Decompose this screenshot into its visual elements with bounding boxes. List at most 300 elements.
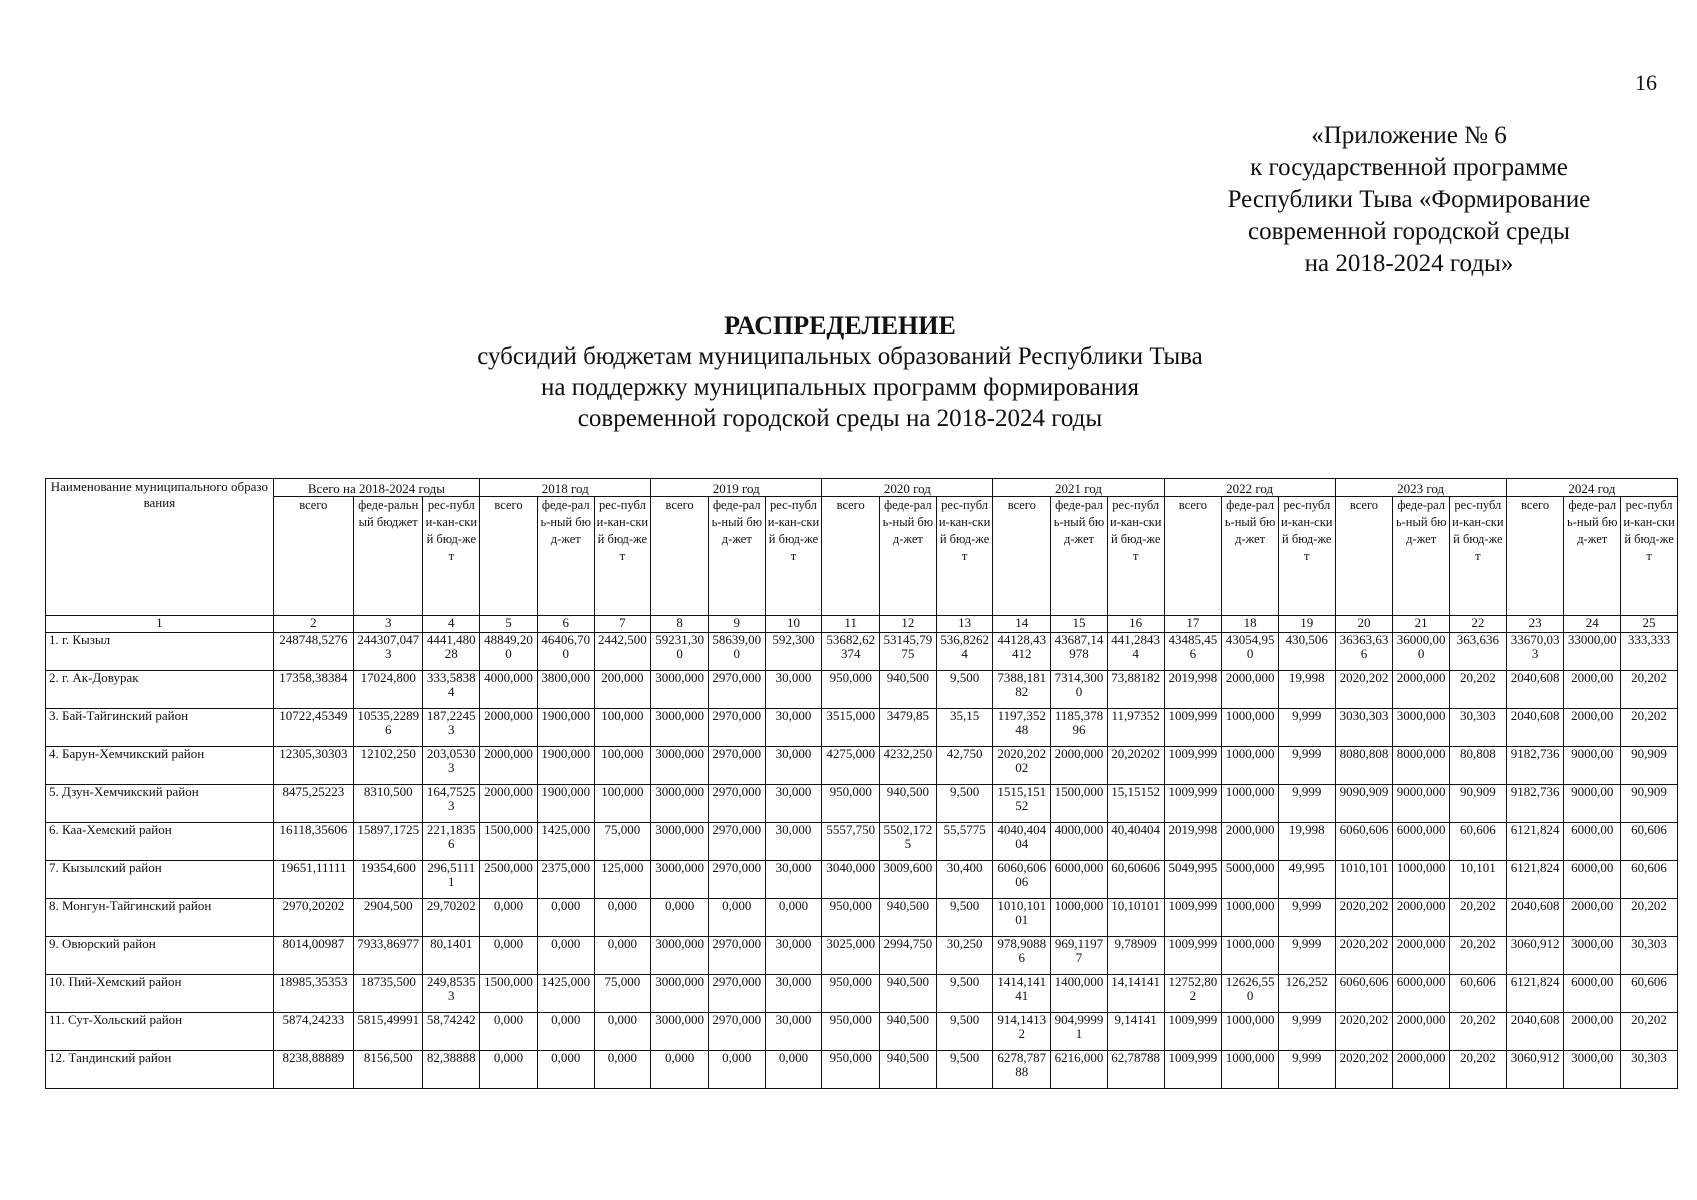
table-cell: 1000,000 — [1222, 1051, 1279, 1089]
table-cell: 10535,22896 — [353, 709, 423, 747]
table-cell: 9,500 — [936, 899, 993, 937]
column-subheader: феде-раль-ный бюд-жет — [1222, 497, 1279, 616]
municipality-name: 10. Пий-Хемский район — [46, 975, 274, 1013]
table-cell: 90,909 — [1621, 785, 1678, 823]
column-group-header: 2018 год — [480, 479, 651, 497]
municipality-name: 4. Барун-Хемчикский район — [46, 747, 274, 785]
table-cell: 1000,000 — [1222, 1013, 1279, 1051]
table-cell: 3000,000 — [651, 975, 709, 1013]
column-header-name: Наименование муниципального образования — [46, 479, 274, 616]
column-number: 14 — [993, 616, 1051, 633]
table-cell: 33670,033 — [1506, 633, 1564, 671]
municipality-name: 5. Дзун-Хемчикский район — [46, 785, 274, 823]
table-cell: 9,500 — [936, 1013, 993, 1051]
table-cell: 0,000 — [537, 937, 594, 975]
table-cell: 2020,202 — [1335, 1013, 1393, 1051]
column-number: 21 — [1393, 616, 1450, 633]
table-cell: 36363,636 — [1335, 633, 1393, 671]
table-cell: 2970,000 — [708, 709, 765, 747]
table-cell: 430,506 — [1278, 633, 1335, 671]
table-cell: 6121,824 — [1506, 975, 1564, 1013]
table-cell: 187,22453 — [423, 709, 480, 747]
table-cell: 2000,000 — [1051, 747, 1108, 785]
table-cell: 2970,000 — [708, 671, 765, 709]
table-cell: 1900,000 — [537, 747, 594, 785]
table-cell: 33000,00 — [1564, 633, 1621, 671]
table-cell: 2000,00 — [1564, 1013, 1621, 1051]
table-cell: 30,000 — [765, 937, 822, 975]
table-cell: 3515,000 — [822, 709, 880, 747]
title-line: субсидий бюджетам муниципальных образований Республики Тыва — [477, 343, 1203, 370]
table-cell: 30,000 — [765, 747, 822, 785]
table-cell: 2040,608 — [1506, 1013, 1564, 1051]
table-cell: 82,38888 — [423, 1051, 480, 1089]
column-number: 13 — [936, 616, 993, 633]
table-cell: 60,606 — [1450, 975, 1507, 1013]
column-subheader: рес-публи-кан-ский бюд-жет — [1621, 497, 1678, 616]
table-cell: 7388,18182 — [993, 671, 1051, 709]
table-cell: 1900,000 — [537, 785, 594, 823]
table-cell: 9090,909 — [1335, 785, 1393, 823]
table-cell: 950,000 — [822, 1051, 880, 1089]
table-cell: 2500,000 — [480, 861, 538, 899]
table-cell: 30,303 — [1621, 937, 1678, 975]
table-cell: 46406,700 — [537, 633, 594, 671]
table-cell: 1500,000 — [1051, 785, 1108, 823]
table-cell: 9,14141 — [1107, 1013, 1164, 1051]
table-cell: 20,202 — [1621, 709, 1678, 747]
table-cell: 2040,608 — [1506, 899, 1564, 937]
table-cell: 0,000 — [651, 1051, 709, 1089]
table-cell: 15897,1725 — [353, 823, 423, 861]
table-cell: 9182,736 — [1506, 747, 1564, 785]
column-number: 17 — [1164, 616, 1222, 633]
table-cell: 1000,000 — [1222, 937, 1279, 975]
table-cell: 3030,303 — [1335, 709, 1393, 747]
table-cell: 2020,202 — [1335, 899, 1393, 937]
table-cell: 2020,20202 — [993, 747, 1051, 785]
table-cell: 2000,000 — [1222, 823, 1279, 861]
table-cell: 969,11977 — [1051, 937, 1108, 975]
table-cell: 12626,550 — [1222, 975, 1279, 1013]
table-cell: 6060,606 — [1335, 975, 1393, 1013]
table-cell: 1010,101 — [1335, 861, 1393, 899]
appendix-line: на 2018-2024 годы» — [1304, 250, 1514, 277]
table-cell: 30,000 — [765, 823, 822, 861]
table-cell: 53682,62374 — [822, 633, 880, 671]
table-cell: 6121,824 — [1506, 823, 1564, 861]
title-line: современной городской среды на 2018-2024 годы — [577, 405, 1103, 432]
table-cell: 80,808 — [1450, 747, 1507, 785]
column-number: 4 — [423, 616, 480, 633]
document-title — [340, 310, 1340, 434]
table-cell: 0,000 — [480, 1051, 538, 1089]
table-cell: 200,000 — [594, 671, 651, 709]
column-group-header: Всего на 2018-2024 годы — [273, 479, 479, 497]
table-cell: 0,000 — [765, 1051, 822, 1089]
column-number: 24 — [1564, 616, 1621, 633]
table-cell: 12102,250 — [353, 747, 423, 785]
table-cell: 59231,300 — [651, 633, 709, 671]
column-subheader: феде-ральный бюджет — [353, 497, 423, 616]
table-cell: 9000,000 — [1393, 785, 1450, 823]
table-cell: 0,000 — [651, 899, 709, 937]
table-cell: 60,606 — [1621, 975, 1678, 1013]
table-cell: 0,000 — [765, 899, 822, 937]
table-row — [46, 785, 1678, 823]
column-subheader: рес-публи-кан-ский бюд-жет — [765, 497, 822, 616]
table-cell: 6216,000 — [1051, 1051, 1108, 1089]
table-cell: 1197,35248 — [993, 709, 1051, 747]
column-subheader: рес-публи-кан-ский бюд-жет — [1278, 497, 1335, 616]
table-cell: 49,995 — [1278, 861, 1335, 899]
table-cell: 1500,000 — [480, 823, 538, 861]
column-subheader: рес-публи-кан-ский бюд-жет — [1107, 497, 1164, 616]
table-cell: 2000,00 — [1564, 709, 1621, 747]
table-cell: 1009,999 — [1164, 709, 1222, 747]
table-cell: 3000,000 — [651, 709, 709, 747]
table-cell: 20,202 — [1450, 899, 1507, 937]
table-cell: 58639,000 — [708, 633, 765, 671]
table-cell: 80,1401 — [423, 937, 480, 975]
table-cell: 75,000 — [594, 823, 651, 861]
municipality-name: 7. Кызылский район — [46, 861, 274, 899]
table-cell: 8156,500 — [353, 1051, 423, 1089]
table-cell: 2000,000 — [1393, 1013, 1450, 1051]
table-cell: 60,606 — [1621, 861, 1678, 899]
table-cell: 3009,600 — [880, 861, 937, 899]
table-cell: 940,500 — [880, 1051, 937, 1089]
table-cell: 0,000 — [480, 1013, 538, 1051]
table-cell: 10722,45349 — [273, 709, 353, 747]
column-subheader: всего — [1506, 497, 1564, 616]
column-subheader: рес-публи-кан-ский бюд-жет — [936, 497, 993, 616]
table-cell: 42,750 — [936, 747, 993, 785]
table-cell: 30,000 — [765, 671, 822, 709]
table-cell: 43054,950 — [1222, 633, 1279, 671]
table-cell: 4000,000 — [480, 671, 538, 709]
table-cell: 30,000 — [765, 709, 822, 747]
table-cell: 1009,999 — [1164, 937, 1222, 975]
subsidy-table — [45, 478, 1678, 1089]
column-subheader: всего — [1164, 497, 1222, 616]
table-cell: 1900,000 — [537, 709, 594, 747]
table-cell: 333,333 — [1621, 633, 1678, 671]
table-cell: 9000,00 — [1564, 747, 1621, 785]
table-cell: 19,998 — [1278, 671, 1335, 709]
table-cell: 12305,30303 — [273, 747, 353, 785]
table-cell: 0,000 — [708, 1051, 765, 1089]
table-cell: 9,500 — [936, 975, 993, 1013]
table-cell: 1009,999 — [1164, 747, 1222, 785]
column-subheader: феде-раль-ный бюд-жет — [880, 497, 937, 616]
table-cell: 940,500 — [880, 785, 937, 823]
table-cell: 1009,999 — [1164, 899, 1222, 937]
table-cell: 60,606 — [1450, 823, 1507, 861]
table-cell: 14,14141 — [1107, 975, 1164, 1013]
municipality-name: 8. Монгун-Тайгинский район — [46, 899, 274, 937]
table-cell: 2019,998 — [1164, 823, 1222, 861]
table-cell: 30,303 — [1621, 1051, 1678, 1089]
table-cell: 29,70202 — [423, 899, 480, 937]
table-cell: 18735,500 — [353, 975, 423, 1013]
table-cell: 0,000 — [594, 937, 651, 975]
table-cell: 2970,000 — [708, 747, 765, 785]
table-cell: 2442,500 — [594, 633, 651, 671]
table-cell: 8080,808 — [1335, 747, 1393, 785]
table-cell: 221,18356 — [423, 823, 480, 861]
table-cell: 11,97352 — [1107, 709, 1164, 747]
table-cell: 1000,000 — [1051, 899, 1108, 937]
table-cell: 20,202 — [1621, 1013, 1678, 1051]
table-cell: 20,20202 — [1107, 747, 1164, 785]
table-cell: 6060,606 — [1335, 823, 1393, 861]
column-subheader: феде-раль-ный бюд-жет — [1564, 497, 1621, 616]
table-cell: 15,15152 — [1107, 785, 1164, 823]
title-main: РАСПРЕДЕЛЕНИЕ — [724, 311, 956, 340]
municipality-name: 12. Тандинский район — [46, 1051, 274, 1089]
table-cell: 9,999 — [1278, 1051, 1335, 1089]
table-cell: 2040,608 — [1506, 671, 1564, 709]
table-cell: 36000,000 — [1393, 633, 1450, 671]
table-cell: 249,85353 — [423, 975, 480, 1013]
table-cell: 5000,000 — [1222, 861, 1279, 899]
table-cell: 9,999 — [1278, 709, 1335, 747]
table-cell: 6060,60606 — [993, 861, 1051, 899]
table-cell: 203,05303 — [423, 747, 480, 785]
appendix-line: современной городской среды — [1248, 218, 1570, 245]
table-cell: 6000,000 — [1393, 975, 1450, 1013]
table-cell: 16118,35606 — [273, 823, 353, 861]
table-cell: 60,60606 — [1107, 861, 1164, 899]
table-cell: 0,000 — [594, 899, 651, 937]
table-cell: 3025,000 — [822, 937, 880, 975]
table-cell: 6000,00 — [1564, 823, 1621, 861]
table-cell: 248748,5276 — [273, 633, 353, 671]
table-cell: 17024,800 — [353, 671, 423, 709]
title-line: на поддержку муниципальных программ формирования — [540, 374, 1140, 401]
column-group-header: 2019 год — [651, 479, 822, 497]
table-cell: 17358,38384 — [273, 671, 353, 709]
table-cell: 2000,00 — [1564, 899, 1621, 937]
table-cell: 978,90886 — [993, 937, 1051, 975]
appendix-line: к государственной программе — [1250, 154, 1568, 181]
table-cell: 35,15 — [936, 709, 993, 747]
column-subheader: всего — [273, 497, 353, 616]
table-cell: 363,636 — [1450, 633, 1507, 671]
column-group-header: 2021 год — [993, 479, 1164, 497]
column-subheader: всего — [480, 497, 538, 616]
table-cell: 125,000 — [594, 861, 651, 899]
table-cell: 2970,000 — [708, 937, 765, 975]
table-cell: 3479,85 — [880, 709, 937, 747]
table-cell: 1425,000 — [537, 975, 594, 1013]
table-cell: 20,202 — [1621, 899, 1678, 937]
table-cell: 2020,202 — [1335, 1051, 1393, 1089]
table-cell: 4232,250 — [880, 747, 937, 785]
table-cell: 940,500 — [880, 899, 937, 937]
table-cell: 441,28434 — [1107, 633, 1164, 671]
table-cell: 3000,000 — [651, 671, 709, 709]
table-cell: 48849,200 — [480, 633, 538, 671]
table-cell: 9,999 — [1278, 937, 1335, 975]
table-cell: 9,999 — [1278, 747, 1335, 785]
table-cell: 950,000 — [822, 899, 880, 937]
table-cell: 2970,000 — [708, 975, 765, 1013]
table-cell: 6000,000 — [1051, 861, 1108, 899]
table-cell: 3000,000 — [1393, 709, 1450, 747]
table-cell: 3000,000 — [651, 747, 709, 785]
table-cell: 2000,000 — [480, 785, 538, 823]
table-cell: 904,99991 — [1051, 1013, 1108, 1051]
table-cell: 6000,00 — [1564, 861, 1621, 899]
table-cell: 3040,000 — [822, 861, 880, 899]
column-subheader: феде-раль-ный бюд-жет — [1051, 497, 1108, 616]
table-cell: 3000,000 — [651, 1013, 709, 1051]
table-cell: 2970,000 — [708, 823, 765, 861]
table-cell: 0,000 — [480, 937, 538, 975]
table-cell: 1009,999 — [1164, 1051, 1222, 1089]
table-cell: 30,000 — [765, 975, 822, 1013]
table-cell: 0,000 — [537, 899, 594, 937]
table-cell: 9182,736 — [1506, 785, 1564, 823]
column-number: 6 — [537, 616, 594, 633]
table-cell: 44128,43412 — [993, 633, 1051, 671]
table-cell: 9000,00 — [1564, 785, 1621, 823]
table-cell: 20,202 — [1450, 1013, 1507, 1051]
table-cell: 2970,000 — [708, 1013, 765, 1051]
column-subheader: всего — [651, 497, 709, 616]
municipality-name: 6. Каа-Хемский район — [46, 823, 274, 861]
table-cell: 940,500 — [880, 975, 937, 1013]
column-subheader: рес-публи-кан-ский бюд-жет — [423, 497, 480, 616]
table-cell: 2970,000 — [708, 785, 765, 823]
appendix-heading — [1179, 120, 1639, 280]
table-cell: 3000,000 — [651, 823, 709, 861]
table-cell: 6000,00 — [1564, 975, 1621, 1013]
column-number: 16 — [1107, 616, 1164, 633]
table-cell: 30,000 — [765, 861, 822, 899]
table-cell: 2970,000 — [708, 861, 765, 899]
table-cell: 43687,14978 — [1051, 633, 1108, 671]
column-number: 10 — [765, 616, 822, 633]
table-cell: 940,500 — [880, 1013, 937, 1051]
column-subheader: всего — [822, 497, 880, 616]
table-cell: 43485,456 — [1164, 633, 1222, 671]
table-cell: 244307,0473 — [353, 633, 423, 671]
table-cell: 58,74242 — [423, 1013, 480, 1051]
table-row — [46, 861, 1678, 899]
table-cell: 2000,00 — [1564, 671, 1621, 709]
table-cell: 62,78788 — [1107, 1051, 1164, 1089]
table-cell: 20,202 — [1450, 937, 1507, 975]
municipality-name: 3. Бай-Тайгинский район — [46, 709, 274, 747]
column-group-header: 2023 год — [1335, 479, 1506, 497]
table-cell: 6000,000 — [1393, 823, 1450, 861]
column-number: 11 — [822, 616, 880, 633]
table-cell: 5049,995 — [1164, 861, 1222, 899]
column-subheader: всего — [993, 497, 1051, 616]
table-cell: 0,000 — [708, 899, 765, 937]
table-cell: 536,82624 — [936, 633, 993, 671]
column-subheader: всего — [1335, 497, 1393, 616]
table-cell: 4000,000 — [1051, 823, 1108, 861]
table-cell: 592,300 — [765, 633, 822, 671]
table-cell: 19354,600 — [353, 861, 423, 899]
municipality-name: 9. Овюрский район — [46, 937, 274, 975]
table-cell: 2040,608 — [1506, 709, 1564, 747]
column-number: 12 — [880, 616, 937, 633]
column-number: 15 — [1051, 616, 1108, 633]
table-cell: 19651,11111 — [273, 861, 353, 899]
appendix-line: «Приложение № 6 — [1311, 122, 1507, 149]
table-cell: 3000,000 — [651, 861, 709, 899]
table-cell: 10,10101 — [1107, 899, 1164, 937]
table-cell: 0,000 — [594, 1051, 651, 1089]
table-row — [46, 1013, 1678, 1051]
table-cell: 1425,000 — [537, 823, 594, 861]
table-cell: 0,000 — [480, 899, 538, 937]
table-row — [46, 747, 1678, 785]
column-subheader: рес-публи-кан-ский бюд-жет — [594, 497, 651, 616]
table-cell: 7314,3000 — [1051, 671, 1108, 709]
table-cell: 1414,14141 — [993, 975, 1051, 1013]
table-cell: 5874,24233 — [273, 1013, 353, 1051]
table-row — [46, 1051, 1678, 1089]
table-cell: 2970,20202 — [273, 899, 353, 937]
column-number: 1 — [46, 616, 274, 633]
table-cell: 4275,000 — [822, 747, 880, 785]
table-cell: 1009,999 — [1164, 1013, 1222, 1051]
table-cell: 940,500 — [880, 671, 937, 709]
appendix-line: Республики Тыва «Формирование — [1227, 186, 1591, 213]
column-subheader: феде-раль-ный бюд-жет — [708, 497, 765, 616]
table-cell: 60,606 — [1621, 823, 1678, 861]
table-cell: 30,303 — [1450, 709, 1507, 747]
table-row — [46, 633, 1678, 671]
table-cell: 8238,88889 — [273, 1051, 353, 1089]
table-cell: 5557,750 — [822, 823, 880, 861]
table-cell: 950,000 — [822, 975, 880, 1013]
column-number: 5 — [480, 616, 538, 633]
table-cell: 5815,49991 — [353, 1013, 423, 1051]
table-cell: 296,51111 — [423, 861, 480, 899]
table-cell: 6278,78788 — [993, 1051, 1051, 1089]
table-cell: 2375,000 — [537, 861, 594, 899]
table-row — [46, 899, 1678, 937]
table-cell: 2000,000 — [1393, 899, 1450, 937]
table-cell: 2020,202 — [1335, 937, 1393, 975]
table-cell: 7933,86977 — [353, 937, 423, 975]
table-cell: 3060,912 — [1506, 937, 1564, 975]
table-cell: 4441,48028 — [423, 633, 480, 671]
table-cell: 9,999 — [1278, 785, 1335, 823]
table-cell: 2000,000 — [480, 747, 538, 785]
column-group-header: 2020 год — [822, 479, 993, 497]
table-cell: 126,252 — [1278, 975, 1335, 1013]
table-cell: 1515,15152 — [993, 785, 1051, 823]
table-cell: 1400,000 — [1051, 975, 1108, 1013]
table-cell: 5502,1725 — [880, 823, 937, 861]
table-cell: 73,88182 — [1107, 671, 1164, 709]
column-number: 2 — [273, 616, 353, 633]
table-cell: 30,000 — [765, 785, 822, 823]
table-cell: 0,000 — [537, 1051, 594, 1089]
table-cell: 30,400 — [936, 861, 993, 899]
table-cell: 9,500 — [936, 1051, 993, 1089]
table-cell: 914,14132 — [993, 1013, 1051, 1051]
table-cell: 3000,000 — [651, 785, 709, 823]
